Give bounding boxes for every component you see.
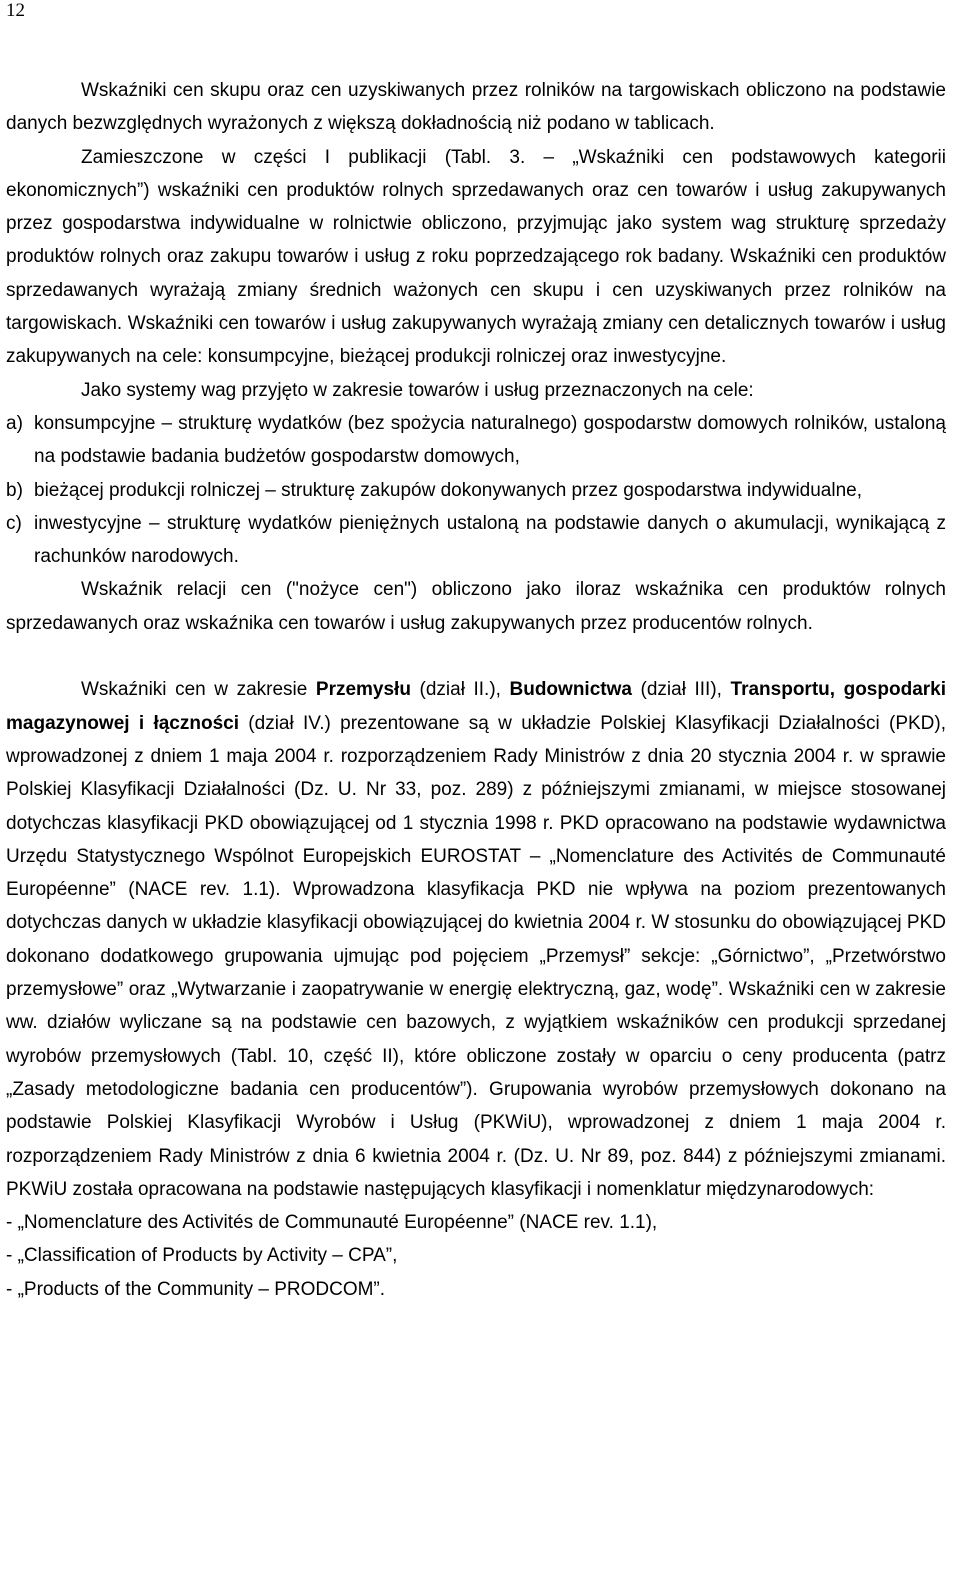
bullet-item: - „Classification of Products by Activity – CPA”, bbox=[6, 1245, 398, 1267]
paragraph-industry-indices bbox=[6, 673, 946, 1206]
text-span: (dział II.), bbox=[410, 679, 510, 701]
paragraph-agricultural-price-indices: Zamieszczone w części I publikacji (Tabl. 3. – „Wskaźniki cen podstawowych kategorii ekonomicznych”) wskaźniki cen produktów rolnych sprzedawanych oraz cen towarów i usług zakupywanych przez gospodarstwa indywidualne w rolnictwie obliczono, przyjmując jako system wag strukturę sprzedaży produktów rolnych oraz zakupu towarów i usług z roku poprzedzającego rok badany. Wskaźniki cen produktów sprzedawanych wyrażają zmiany średnich ważonych cen skupu i cen uzyskiwanych przez rolników na targowiskach. Wskaźniki cen towarów i usług zakupywanych wyrażają zmiany cen detalicznych towarów i usług zakupywanych na cele: konsumpcyjne, bieżącej produkcji rolniczej oraz inwestycyjne. bbox=[6, 146, 946, 368]
bullet-item: - „Nomenclature des Activités de Communauté Européenne” (NACE rev. 1.1), bbox=[6, 1212, 658, 1234]
bold-term-industry: Przemysłu bbox=[315, 679, 411, 701]
paragraph-price-indices-calculation: Wskaźniki cen skupu oraz cen uzyskiwanych przez rolników na targowiskach obliczono na podstawie danych bezwzględnych wyrażonych z większą dokładnością niż podano w tablicach. bbox=[6, 80, 946, 135]
paragraph-weight-systems-intro: Jako systemy wag przyjęto w zakresie towarów i usług przeznaczonych na cele: bbox=[81, 379, 754, 401]
text-span: (dział III), bbox=[631, 679, 731, 701]
text-span: Wskaźniki cen w zakresie bbox=[81, 679, 316, 701]
list-item-b bbox=[6, 474, 946, 507]
list-item-c bbox=[6, 507, 946, 574]
list-marker: c) bbox=[6, 512, 22, 534]
list-marker: b) bbox=[6, 479, 23, 501]
list-item-text: konsumpcyjne – strukturę wydatków (bez spożycia naturalnego) gospodarstw domowych rolników, ustaloną na podstawie badania budżetów gospodarstw domowych, bbox=[34, 412, 946, 468]
bold-term-construction: Budownictwa bbox=[509, 679, 632, 701]
text-span: (dział IV.) prezentowane są w układzie Polskiej Klasyfikacji Działalności (PKD), wprowadzonej z dniem 1 maja 2004 r. rozporządzeniem Rady Ministrów z dnia 20 stycznia 2004 r. w sprawie Polskiej Klasyfikacji Działalności (Dz. U. Nr 33, poz. 289) z późniejszymi zmianami, w miejsce stosowanej dotychczas klasyfikacji PKD obowiązującej od 1 stycznia 1998 r. PKD opracowano na podstawie wydawnictwa Urzędu Statystycznego Wspólnot Europejskich EUROSTAT – „Nomenclature des Activités de Communauté Européenne” (NACE rev. 1.1). Wprowadzona klasyfikacja PKD nie wpływa na poziom prezentowanych dotychczas danych w układzie klasyfikacji obowiązującej do kwietnia 2004 r. W stosunku do obowiązującej PKD dokonano dodatkowego grupowania ujmując pod pojęciem „Przemysł” sekcje: „Górnictwo”, „Przetwórstwo przemysłowe” oraz „Wytwarzanie i zaopatrywanie w energię elektryczną, gaz, wodę”. Wskaźniki cen w zakresie ww. działów wyliczane są na podstawie cen bazowych, z wyjątkiem wskaźników cen produkcji sprzedanej wyrobów przemysłowych (Tabl. 10, część II), które obliczone zostały w oparciu o ceny producenta (patrz „Zasady metodologiczne badania cen producentów”). Grupowania wyrobów przemysłowych dokonano na podstawie Polskiej Klasyfikacji Wyrobów i Usług (PKWiU), wprowadzonej z dniem 1 maja 2004 r. rozporządzeniem Rady Ministrów z dnia 6 kwietnia 2004 r. (Dz. U. Nr 89, poz. 844) z późniejszymi zmianami. PKWiU została opracowana na podstawie następujących klasyfikacji i nomenklatur międzynarodowych: bbox=[6, 712, 946, 1200]
bullet-item: - „Products of the Community – PRODCOM”. bbox=[6, 1278, 386, 1300]
list-marker: a) bbox=[6, 412, 23, 434]
page-number: 12 bbox=[6, 0, 25, 21]
paragraph-spacer bbox=[6, 640, 946, 673]
list-item-a bbox=[6, 407, 946, 474]
document-body bbox=[6, 74, 946, 1306]
list-item-text: inwestycyjne – strukturę wydatków pieniężnych ustaloną na podstawie danych o akumulacji, wynikającą z rachunków narodowych. bbox=[34, 512, 946, 568]
paragraph-price-scissors: Wskaźnik relacji cen ("nożyce cen") obliczono jako iloraz wskaźnika cen produktów rolnych sprzedawanych oraz wskaźnika cen towarów i usług zakupywanych przez producentów rolnych. bbox=[6, 579, 946, 634]
list-item-text: bieżącej produkcji rolniczej – strukturę zakupów dokonywanych przez gospodarstwa indywidualne, bbox=[34, 479, 862, 501]
bold-term-transport: Transportu, gospodarki magazynowej i łączności bbox=[6, 679, 946, 734]
